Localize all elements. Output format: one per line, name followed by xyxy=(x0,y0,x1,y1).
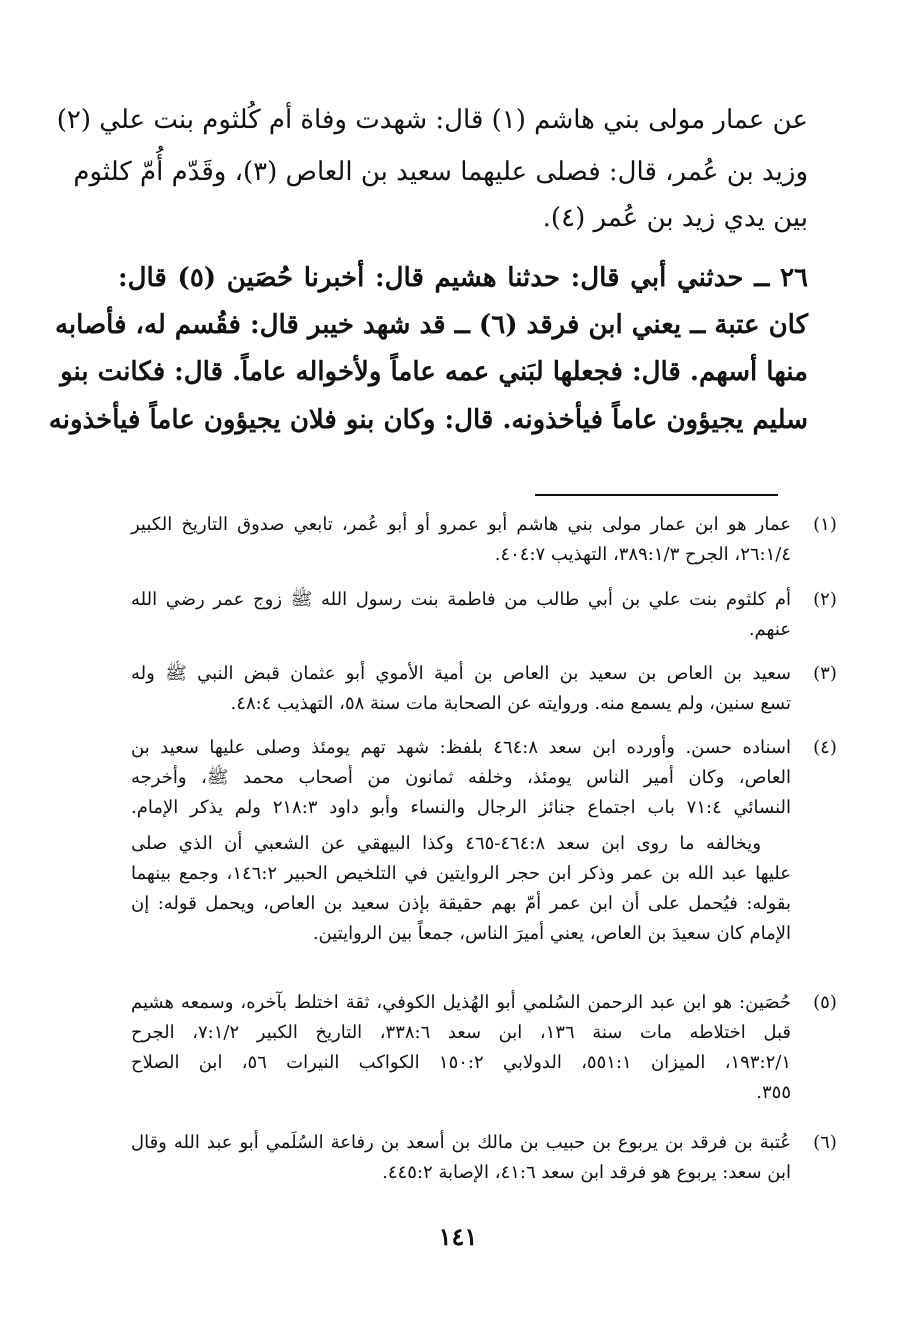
main-text-line: سليم يجيؤون عاماً فيأخذونه. قال: وكان بنو فلان يجيؤون عاماً فيأخذونه xyxy=(48,405,808,435)
footnote-number: (٤) xyxy=(813,737,837,758)
footnote-line: ابن سعد: يربوع هو فرقد ابن سعد ٤١:٦، الإصابة ٤٤٥:٢. xyxy=(382,1162,791,1183)
footnote xyxy=(131,988,837,1108)
footnote xyxy=(131,659,837,719)
footnote-line: اسناده حسن. وأورده ابن سعد ٤٦٤:٨ بلفظ: شهد تهم يومئذ وصلى عليها سعيد بن xyxy=(131,737,791,758)
footnote-line: سعيد بن العاص بن سعيد بن العاص بن أمية الأموي أبو عثمان قبض النبي ﷺ وله xyxy=(131,663,791,684)
main-text-line: وزيد بن عُمر، قال: فصلى عليهما سعيد بن العاص (٣)، وقَدّم أُمّ كلثوم xyxy=(73,157,808,187)
footnote-line: بقوله: فيُحمل على أن ابن عمر أمّ بهم حقيقة بإذن سعيد بن العاص، ويحمل قوله: إن xyxy=(131,893,791,914)
footnote-line: حُصَين: هو ابن عبد الرحمن السُلمي أبو الهُذيل الكوفي، ثقة اختلط بآخره، وسمعه هشيم xyxy=(131,992,791,1013)
footnote xyxy=(131,585,837,645)
main-text-line: بين يدي زيد بن عُمر (٤). xyxy=(542,203,808,233)
footnote-line: ٢٦:١/٤، الجرح ٣٨٩:١/٣، التهذيب ٤٠٤:٧. xyxy=(494,544,791,565)
page-number: ١٤١ xyxy=(438,1222,478,1251)
footnote-number: (٢) xyxy=(813,589,837,610)
footnote-line: ٣٥٥. xyxy=(756,1082,791,1103)
footnote-line: عنهم. xyxy=(748,619,791,640)
footnote-line: ١٩٣:٢/١، الميزان ٥٥١:١، الدولابي ١٥٠:٢ الكواكب النيرات ٥٦، ابن الصلاح xyxy=(131,1052,791,1073)
footnote-line: أم كلثوم بنت علي بن أبي طالب من فاطمة بنت رسول الله ﷺ زوج عمر رضي الله xyxy=(131,589,791,610)
footnote-line: عمار هو ابن عمار مولى بني هاشم أبو عمرو أو أبو عُمر، تابعي صدوق التاريخ الكبير xyxy=(131,514,791,535)
main-text-line: منها أسهم. قال: فجعلها لبَني عمه عاماً ولأخواله عاماً. قال: فكانت بنو xyxy=(60,357,808,387)
footnote-line: قبل اختلاطه مات سنة ١٣٦، ابن سعد ٣٣٨:٦، التاريخ الكبير ٧:١/٢، الجرح xyxy=(131,1022,791,1043)
footnote-line: الإمام كان سعيدَ بن العاص، يعني أميرَ الناس، جمعاً بين الروايتين. xyxy=(312,923,791,944)
footnote xyxy=(131,1128,837,1188)
footnote-number: (٦) xyxy=(813,1132,837,1153)
main-text-line: عن عمار مولى بني هاشم (١) قال: شهدت وفاة أم كُلثوم بنت علي (٢) xyxy=(56,105,808,135)
footnote-separator xyxy=(535,494,778,496)
main-text-line: ٢٦ ــ حدثني أبي قال: حدثنا هشيم قال: أخبرنا حُصَين (٥) قال: xyxy=(118,263,808,293)
footnote-line: تسع سنين، ولم يسمع منه. وروايته عن الصحابة مات سنة ٥٨، التهذيب ٤٨:٤. xyxy=(230,693,791,714)
footnote-line: ويخالفه ما روى ابن سعد ٤٦٤:٨-٤٦٥ وكذا البيهقي عن الشعبي أن الذي صلى xyxy=(131,833,762,854)
footnote xyxy=(131,510,837,570)
footnote-line: العاص، وكان أمير الناس يومئذ، وخلفه ثمانون من أصحاب محمد ﷺ، وأخرجه xyxy=(131,767,791,788)
footnote-line: عليها عبد الله بن عمر وذكر ابن حجر الروايتين في التلخيص الحبير ١٤٦:٢، وجمع بينهما xyxy=(131,863,791,884)
footnote-number: (١) xyxy=(813,514,837,535)
footnote-line: عُتبة بن فرقد بن يربوع بن حبيب بن مالك بن أسعد بن رفاعة السُلَمي أبو عبد الله وقال xyxy=(131,1132,791,1153)
main-text-line: كان عتبة ــ يعني ابن فرقد (٦) ــ قد شهد خيبر قال: فقُسم له، فأصابه xyxy=(54,310,808,340)
footnote xyxy=(131,733,837,949)
footnote-number: (٥) xyxy=(813,992,837,1013)
footnote-number: (٣) xyxy=(813,663,837,684)
footnote-line: النسائي ٧١:٤ باب اجتماع جنائز الرجال والنساء وأبو داود ٢١٨:٣ ولم يذكر الإمام. xyxy=(131,797,791,818)
